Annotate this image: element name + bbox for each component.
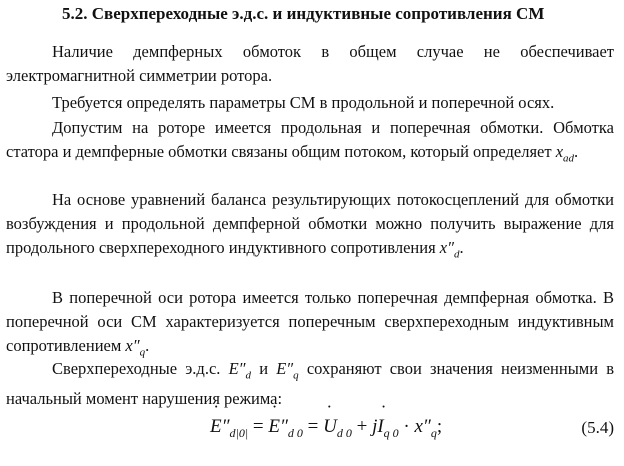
symbol-e-d-subtransient: $E''_d$: [228, 359, 252, 382]
symbol-x-ad: $x_{ad}$: [555, 142, 575, 165]
paragraph-5: В поперечной оси ротора имеется только поперечная демпферная обмотка. В поперечной оси СМ характеризуется поперечным сверхпереходным индуктивным сопротивлением $x''_q$.: [6, 288, 614, 359]
symbol-e-q-subtransient: $E''_q$: [276, 359, 299, 382]
formula-5-4: ˙ $E''_{d|0|}$ = ˙ $E''_{d 0}$ = ˙ $U_{d 0}$ + j˙ $I_{q 0} \cdot x''_q$;: [210, 416, 442, 441]
paragraph-6-text-b: сохраняют свои значения неизменными в начальный момент нарушения режима:: [6, 359, 615, 409]
paragraph-6-text-a: Сверхпереходные э.д.с.: [52, 359, 229, 378]
paragraph-5-text: В поперечной оси ротора имеется только поперечная демпферная обмотка. В поперечной оси СМ характеризуется поперечным сверхпереходным индуктивным сопротивлением: [6, 288, 614, 355]
paragraph-3: Допустим на роторе имеется продольная и поперечная обмотки. Обмотка статора и демпферные обмотки связаны общим потоком, который определяет $x_{ad}$.: [6, 118, 614, 165]
paragraph-4-text: На основе уравнений баланса результирующих потокосцеплений для обмотки возбуждения и продольной демпферной обмотки можно получить выражение для продольного сверхпереходного индуктивного сопротивления: [6, 190, 614, 257]
section-heading: 5.2. Сверхпереходные э.д.с. и индуктивные сопротивления СМ: [62, 4, 545, 23]
paragraph-1: [6, 40, 614, 88]
paragraph-1-text: Наличие демпферных обмоток в общем случае не обеспечивает электромагнитной симметрии ротора.: [6, 42, 614, 85]
paragraph-4: На основе уравнений баланса результирующих потокосцеплений для обмотки возбуждения и продольной демпферной обмотки можно получить выражение для продольного сверхпереходного индуктивного сопротивления $x''_d$.: [6, 190, 614, 261]
symbol-x-q-subtransient: $x''_q$: [125, 336, 146, 359]
paragraph-2-text: Требуется определять параметры СМ в продольной и поперечной осях.: [52, 93, 555, 112]
paragraph-2: [6, 91, 614, 115]
equation-number: (5.4): [581, 418, 614, 437]
paragraph-3-text: Допустим на роторе имеется продольная и поперечная обмотки. Обмотка статора и демпферные обмотки связаны общим потоком, который определяет: [6, 118, 614, 161]
paragraph-6: Сверхпереходные э.д.с. $E''_d$ и $E''_q$ сохраняют свои значения неизменными в начальный момент нарушения режима:: [6, 359, 615, 409]
symbol-x-d-subtransient: $x''_d$: [439, 238, 460, 261]
